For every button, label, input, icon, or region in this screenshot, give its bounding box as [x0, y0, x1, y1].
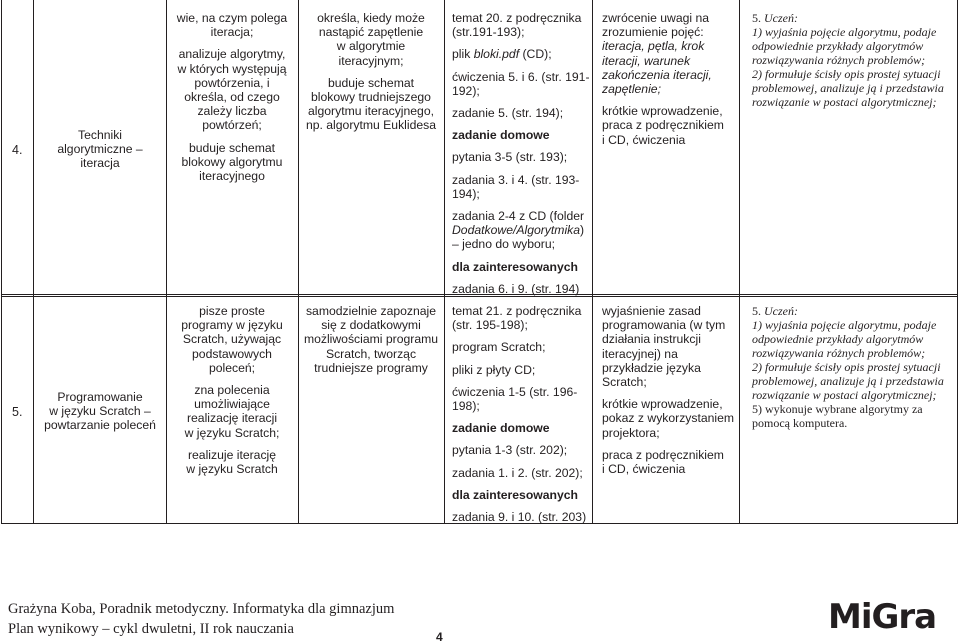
methods-line: krótkie wprowadzenie, [602, 104, 723, 119]
standards-line: 5) wykonuje wybrane algorytmy za [752, 402, 923, 416]
content-cell [166, 11, 298, 183]
methods-line: i CD, ćwiczenia [602, 462, 686, 477]
methods-line: przykładzie języka [602, 360, 701, 375]
footer-line: Grażyna Koba, Poradnik metodyczny. Informatyka dla gimnazjum [8, 601, 395, 617]
methods-line: Scratch; [602, 375, 647, 390]
standards-line [752, 95, 957, 109]
goals-line: możliwościami programu [303, 332, 439, 347]
section-heading: zadanie domowe [452, 421, 550, 436]
topic-line: Techniki [77, 128, 123, 142]
materials-line: temat 20. z podręcznika [452, 11, 582, 25]
standards-number: 5. [752, 11, 764, 25]
materials-line: zadania 2-4 z CD (folder [452, 209, 585, 224]
methods-cell [602, 304, 739, 476]
content-line: w języku Scratch [186, 462, 278, 477]
content-line: iteracyjnego [199, 169, 265, 184]
section-heading: dla zainteresowanych [452, 259, 578, 274]
standards-line: pomocą komputera. [752, 416, 848, 430]
methods-line: wyjaśnienie zasad [602, 304, 701, 318]
methods-line: krótkie wprowadzenie, [602, 397, 723, 412]
content-line: blokowy algorytmu [181, 154, 283, 169]
materials-cell [452, 11, 592, 296]
content-line: powtórzeń; [202, 118, 262, 133]
standards-line: odpowiednie przykłady algorytmów [752, 332, 924, 346]
footer-line: Plan wynikowy – cykl dwuletni, II rok nauczania [8, 621, 294, 637]
standards-text: w postaci algorytmicznej; [809, 95, 937, 109]
methods-line: zakończenia iteracji, [602, 67, 712, 82]
methods-line: iteracja, pętla, krok [602, 39, 705, 54]
standards-number: 5. [752, 304, 764, 318]
content-line: podstawowych [192, 346, 272, 361]
materials-line: zadania 3. i 4. (str. 193- [452, 172, 580, 187]
content-line: umożliwiające [194, 397, 270, 412]
materials-line: zadanie 5. (str. 194); [452, 106, 564, 121]
materials-line: pliki z płyty CD; [452, 362, 536, 377]
materials-line: zadania 1. i 2. (str. 202); [452, 465, 583, 480]
content-line: w których występują [177, 61, 287, 76]
content-line: w języku Scratch; [184, 425, 280, 440]
materials-line: 194); [452, 186, 480, 201]
standards-line: odpowiednie przykłady algorytmów [752, 39, 924, 53]
materials-text: plik [452, 47, 474, 62]
folder-name: Dodatkowe/Algorytmika [452, 223, 581, 238]
topic-cell [34, 390, 166, 433]
goals-line: blokowy trudniejszego [311, 90, 431, 105]
methods-line: praca z podręcznikiem [602, 118, 724, 133]
standards-line: 2) formułuje ścisły opis prostej sytuacji [752, 360, 941, 374]
topic-line: w języku Scratch – [49, 404, 151, 419]
methods-line: działania instrukcji [602, 332, 701, 347]
publisher-logo: MiGra [828, 597, 937, 637]
content-line: programy w języku [181, 318, 283, 333]
standards-line: rozwiązywania różnych problemów; [752, 346, 926, 360]
methods-cell [602, 11, 739, 147]
goals-cell [298, 11, 444, 133]
topic-cell [34, 128, 166, 171]
materials-line: program Scratch; [452, 340, 546, 355]
materials-line [452, 47, 592, 61]
materials-line: (str. 195-198); [452, 318, 528, 333]
standards-line: rozwiązywania różnych problemów; [752, 53, 926, 67]
materials-line: ćwiczenia 5. i 6. (str. 191- [452, 69, 590, 84]
content-cell [166, 304, 298, 476]
footer [8, 599, 394, 639]
methods-line: zapętlenie; [602, 82, 661, 97]
goals-line: iteracyjnym; [338, 53, 404, 68]
topic-line: Programowanie [57, 390, 143, 404]
materials-line: pytania 3-5 (str. 193); [452, 150, 568, 165]
standards-cell [752, 11, 957, 109]
goals-line: się z dodatkowymi [321, 318, 421, 333]
standards-label: Uczeń: [764, 304, 798, 318]
file-name: bloki.pdf [473, 47, 520, 62]
content-line: buduje schemat [188, 140, 276, 155]
materials-line: (str.191-193); [452, 25, 525, 40]
content-line: zna polecenia [194, 383, 270, 398]
methods-line: praca z podręcznikiem [602, 447, 724, 462]
page-number: 4 [436, 630, 443, 644]
materials-line [452, 223, 592, 237]
methods-line: i CD, ćwiczenia [602, 132, 686, 147]
row-number: 4. [12, 143, 23, 157]
content-line: zależy liczba [197, 104, 267, 119]
goals-line: np. algorytmu Euklidesa [305, 118, 437, 133]
goals-line: samodzielnie zapoznaje [305, 304, 437, 318]
materials-cell [452, 304, 592, 524]
content-line: realizację iteracji [186, 411, 278, 426]
goals-line: trudniejsze programy [314, 360, 428, 375]
standards-line: problemowej, analizuje ją i przedstawia [752, 81, 944, 95]
topic-line: iteracja [80, 156, 120, 171]
row-number: 5. [12, 405, 23, 419]
goals-line: algorytmu iteracyjnego, [308, 104, 434, 119]
methods-line: zwrócenie uwagi na [602, 11, 710, 25]
materials-line: zadania 9. i 10. (str. 203) [452, 510, 587, 525]
content-line: powtórzenia, i [194, 75, 270, 90]
goals-line: określa, kiedy może [317, 11, 425, 25]
materials-line: pytania 1-3 (str. 202); [452, 443, 568, 458]
standards-line: 2) formułuje ścisły opis prostej sytuacji [752, 67, 941, 81]
goals-line: Scratch, tworząc [325, 346, 417, 361]
standards-label: Uczeń: [764, 11, 798, 25]
methods-line: iteracyjnej) na [602, 346, 678, 361]
goals-line: w algorytmie [336, 39, 406, 54]
topic-line: algorytmiczne – [57, 142, 143, 157]
content-line: określa, od czego [184, 90, 280, 105]
materials-line: ćwiczenia 1-5 (str. 196- [452, 384, 578, 399]
topic-line: powtarzanie poleceń [44, 418, 156, 433]
materials-line: 192); [452, 83, 480, 98]
standards-line: 1) wyjaśnia pojęcie algorytmu, podaje [752, 318, 937, 332]
standards-line: problemowej, analizuje ją i przedstawia [752, 374, 944, 388]
standards-cell [752, 304, 957, 430]
materials-line: – jedno do wyboru; [452, 237, 555, 252]
standards-line [752, 11, 957, 25]
standards-text: rozwiązanie [752, 95, 810, 109]
content-line: poleceń; [208, 360, 256, 375]
methods-line: iteracji, warunek [602, 53, 691, 68]
methods-line: programowania (w tym [602, 318, 726, 333]
methods-line: pokaz z wykorzystaniem [602, 411, 735, 426]
content-line: realizuje iterację [187, 447, 277, 462]
materials-line: zadania 6. i 9. (str. 194) [452, 281, 580, 296]
standards-line: rozwiązanie w postaci algorytmicznej; [752, 388, 937, 402]
goals-cell [298, 304, 444, 375]
standards-line [752, 304, 957, 318]
standards-line: 1) wyjaśnia pojęcie algorytmu, podaje [752, 25, 937, 39]
materials-text: (CD); [519, 47, 552, 62]
goals-line: nastąpić zapętlenie [318, 25, 424, 40]
section-heading: zadanie domowe [452, 128, 550, 143]
content-line: pisze proste [199, 304, 265, 318]
goals-line: buduje schemat [327, 75, 415, 90]
content-line: analizuje algorytmy, [178, 47, 286, 62]
methods-line: projektora; [602, 425, 660, 440]
materials-line: 198); [452, 399, 480, 414]
section-heading: dla zainteresowanych [452, 487, 578, 502]
materials-text: ) [580, 223, 585, 238]
content-line: Scratch, używając [182, 332, 282, 347]
methods-line: zrozumienie pojęć: [602, 25, 704, 40]
content-line: wie, na czym polega [176, 11, 288, 25]
materials-line: temat 21. z podręcznika [452, 304, 582, 318]
content-line: iteracja; [210, 25, 254, 40]
